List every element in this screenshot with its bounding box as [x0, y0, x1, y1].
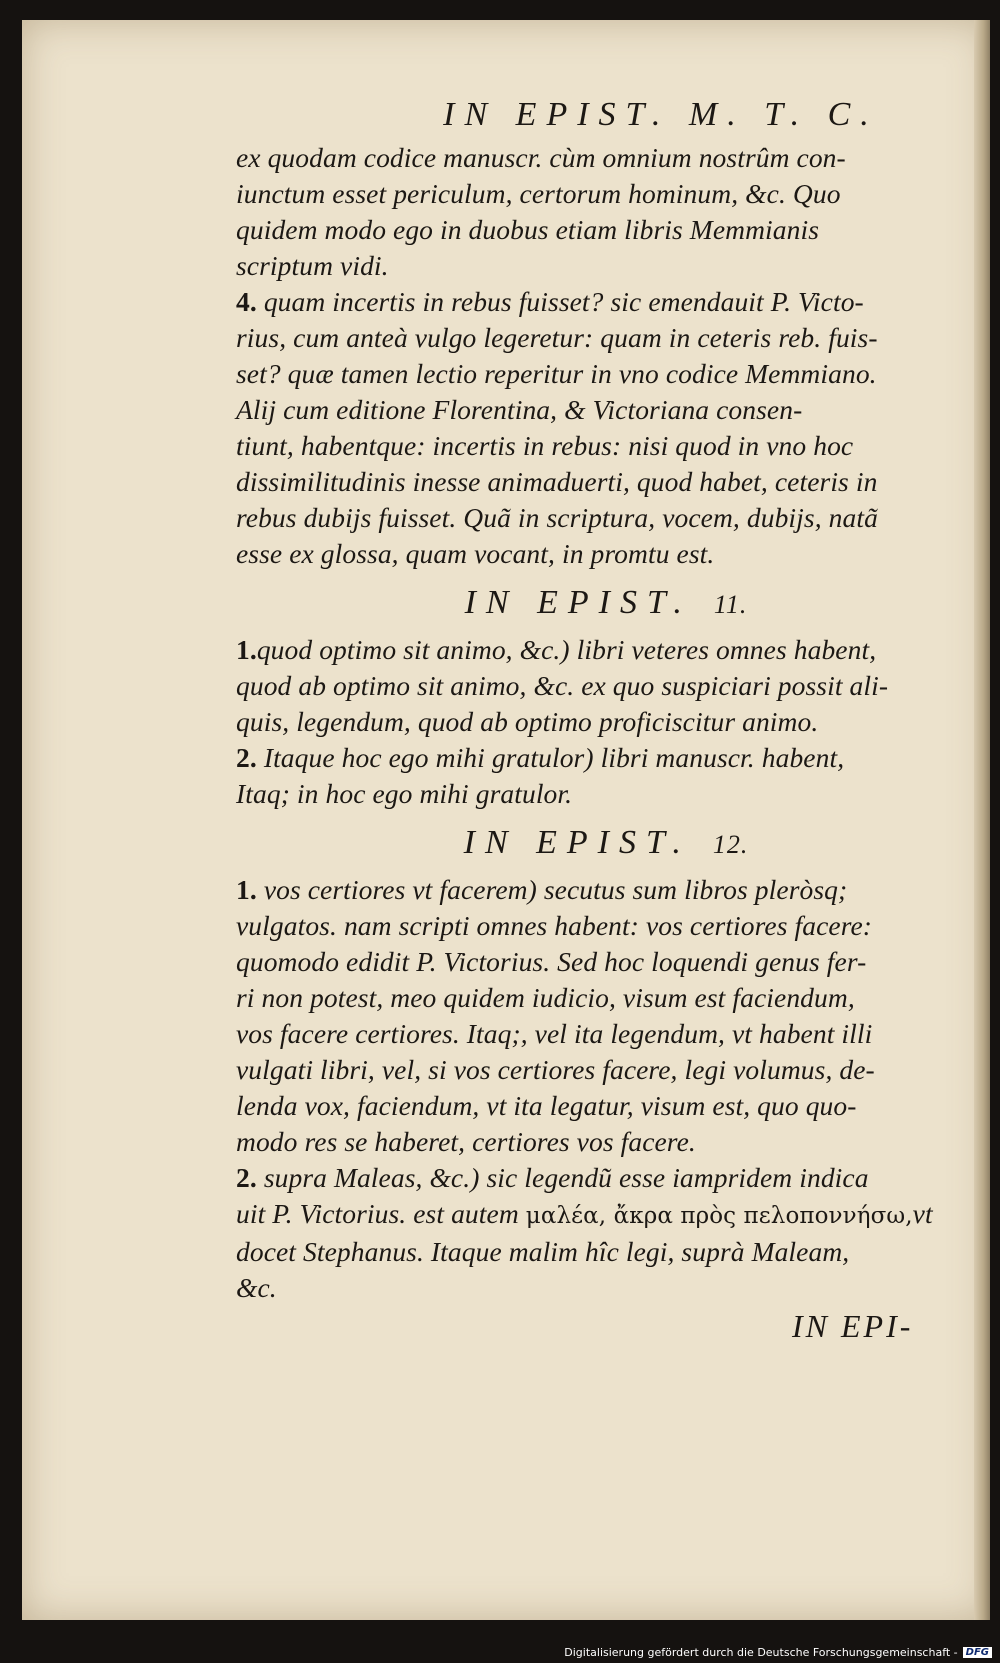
text-line: uit P. Victorius. est autem — [236, 1198, 519, 1229]
text-line: rius, cum anteà vulgo legeretur: quam in ceteris reb. fuis- — [236, 322, 878, 353]
text-line: docet Stephanus. Itaque malim hîc legi, suprà Maleam, — [236, 1236, 850, 1267]
note-12-2 — [236, 1160, 976, 1306]
text-line: rebus dubijs fuisset. Quã in scriptura, vocem, dubijs, natã — [236, 502, 878, 533]
section-heading-text: IN EPIST. — [464, 584, 692, 621]
section-heading-text: IN EPIST. — [463, 824, 691, 861]
text-line: scriptum vidi. — [236, 250, 389, 281]
text-line: Itaque hoc ego mihi gratulor) libri manuscr. habent, — [263, 742, 845, 773]
note-number: 1. — [236, 874, 257, 905]
text-line: Itaq; in hoc ego mihi gratulor. — [236, 778, 573, 809]
text-line: Alij cum editione Florentina, & Victoriana consen- — [236, 394, 803, 425]
text-line: quomodo edidit P. Victorius. Sed hoc loquendi genus fer- — [236, 946, 867, 977]
footer-text: Digitalisierung gefördert durch die Deutsche Forschungsgemeinschaft - — [564, 1646, 958, 1659]
note-4 — [236, 284, 976, 572]
text-line: quis, legendum, quod ab optimo proficiscitur animo. — [236, 706, 819, 737]
book-page — [22, 20, 990, 1620]
text-line: ri non potest, meo quidem iudicio, visum est faciendum, — [236, 982, 855, 1013]
note-number: 2. — [236, 1162, 257, 1193]
text-line: lenda vox, faciendum, vt ita legatur, visum est, quo quo- — [236, 1090, 857, 1121]
page-gutter — [974, 20, 990, 1620]
text-line: tiunt, habentque: incertis in rebus: nisi quod in vno hoc — [236, 430, 854, 461]
text-line: quam incertis in rebus fuisset? sic emendauit P. Victo- — [263, 286, 864, 317]
section-heading-11 — [236, 578, 976, 630]
text-line: quidem modo ego in duobus etiam libris Memmianis — [236, 214, 820, 245]
text-line: quod ab optimo sit animo, &c. ex quo suspiciari possit ali- — [236, 670, 889, 701]
catchword: IN EPI- — [792, 1308, 914, 1344]
text-line: vt — [912, 1198, 933, 1229]
note-12-1 — [236, 872, 976, 1160]
text-line: vulgatos. nam scripti omnes habent: vos certiores facere: — [236, 910, 873, 941]
text-line: vos certiores vt facerem) secutus sum libros pleròsq; — [263, 874, 848, 905]
note-number: 2. — [236, 742, 257, 773]
section-heading-12 — [236, 818, 976, 870]
text-line: &c. — [236, 1272, 277, 1303]
text-line: quod optimo sit animo, &c.) libri veteres omnes habent, — [256, 634, 877, 665]
dfg-logo: DFG — [963, 1647, 992, 1658]
section-number: 11. — [713, 590, 748, 619]
text-line: esse ex glossa, quam vocant, in promtu est. — [236, 538, 715, 569]
text-line: set? quæ tamen lectio reperitur in vno codice Memmiano. — [236, 358, 877, 389]
digitization-footer — [564, 1646, 992, 1659]
note-11-2 — [236, 740, 976, 812]
greek-phrase: μαλέα, ἄκρα πρὸς πελοποννήσω, — [525, 1203, 913, 1229]
section-number: 12. — [712, 830, 749, 859]
note-11-1 — [236, 632, 976, 740]
intro-paragraph — [236, 140, 976, 284]
text-block — [236, 90, 976, 1306]
text-line: supra Maleas, &c.) sic legendũ esse iampridem indica — [263, 1162, 869, 1193]
note-number: 4. — [236, 286, 257, 317]
text-line: iunctum esset periculum, certorum hominum, &c. Quo — [236, 178, 841, 209]
text-line: dissimilitudinis inesse animaduerti, quod habet, ceteris in — [236, 466, 878, 497]
text-line: vulgati libri, vel, si vos certiores facere, legi volumus, de- — [236, 1054, 875, 1085]
text-line: vos facere certiores. Itaq;, vel ita legendum, vt habent illi — [236, 1018, 873, 1049]
text-line: modo res se haberet, certiores vos facere. — [236, 1126, 696, 1157]
running-head: IN EPIST. M. T. C. — [443, 96, 879, 133]
text-line: ex quodam codice manuscr. cùm omnium nostrûm con- — [236, 142, 846, 173]
note-number: 1. — [236, 634, 257, 665]
